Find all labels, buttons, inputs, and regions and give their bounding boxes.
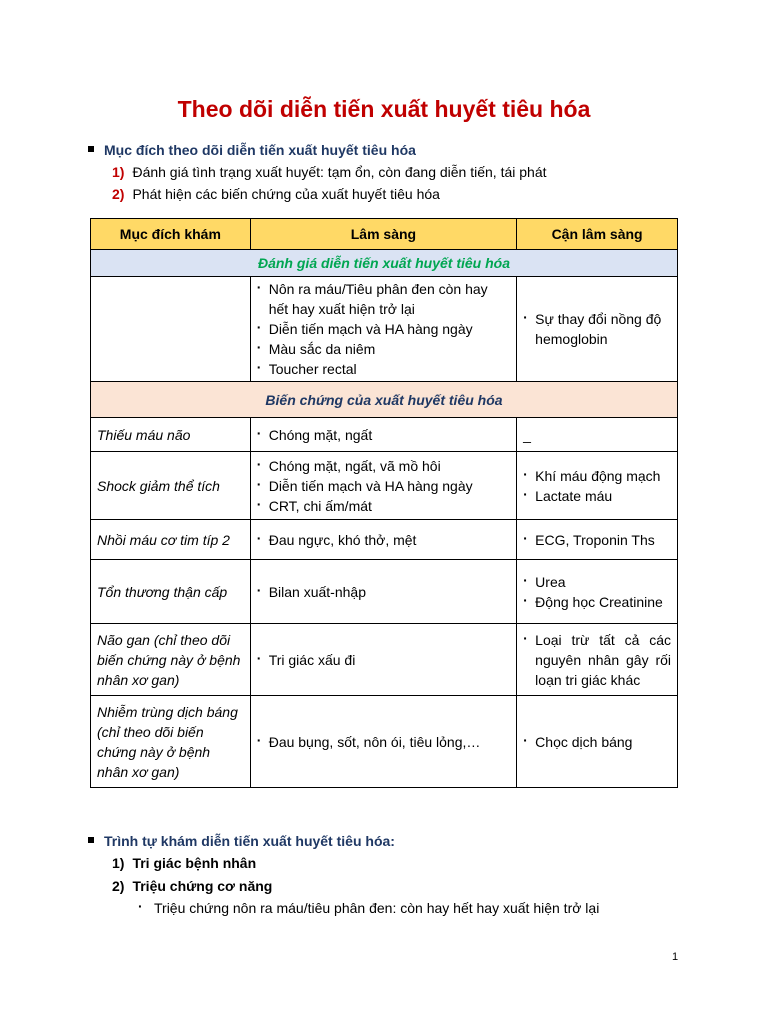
table-row	[91, 560, 678, 624]
list-item: · Toucher rectal	[257, 359, 510, 379]
section-band-complications: Biến chứng của xuất huyết tiêu hóa	[91, 382, 678, 418]
header-paraclinical: Cận lâm sàng	[517, 219, 678, 250]
header-purpose: Mục đích khám	[91, 219, 251, 250]
paraclinical-cell: _	[517, 418, 678, 452]
purpose-cell: Tổn thương thận cấp	[91, 560, 251, 624]
table-row	[91, 418, 678, 452]
clinical-cell	[250, 560, 516, 624]
table-row	[91, 624, 678, 696]
section-band-row	[91, 382, 678, 418]
list-item: · Urea	[523, 572, 671, 592]
sequence-heading-text: Trình tự khám diễn tiến xuất huyết tiêu hóa:	[104, 833, 395, 849]
table-row	[91, 277, 678, 382]
sequence-item	[112, 878, 272, 894]
square-bullet-icon	[88, 837, 94, 843]
purpose-heading-text: Mục đích theo dõi diễn tiến xuất huyết tiêu hóa	[104, 142, 416, 158]
item-number: 2)	[112, 878, 125, 894]
list-item: · Đau ngực, khó thở, mệt	[257, 530, 510, 550]
sub-bullet-item	[138, 900, 599, 916]
paraclinical-cell	[517, 520, 678, 560]
purpose-cell: Nhiễm trùng dịch báng (chỉ theo dõi biến chứng này ở bệnh nhân xơ gan)	[91, 696, 251, 788]
purpose-cell	[91, 277, 251, 382]
clinical-cell	[250, 277, 516, 382]
list-item: · Chọc dịch báng	[523, 732, 671, 752]
paraclinical-cell	[517, 560, 678, 624]
purpose-cell: Thiếu máu não	[91, 418, 251, 452]
list-item: · Diễn tiến mạch và HA hàng ngày	[257, 476, 510, 496]
list-item: · CRT, chi ấm/mát	[257, 496, 510, 516]
list-item: · ECG, Troponin Ths	[523, 530, 671, 550]
sub-bullet-text: Triệu chứng nôn ra máu/tiêu phân đen: còn hay hết hay xuất hiện trở lại	[154, 900, 600, 916]
paraclinical-cell	[517, 696, 678, 788]
list-item: · Nôn ra máu/Tiêu phân đen còn hay hết hay xuất hiện trở lại	[257, 279, 510, 319]
item-text: Phát hiện các biến chứng của xuất huyết tiêu hóa	[132, 186, 440, 202]
item-text: Triệu chứng cơ năng	[132, 878, 273, 894]
sequence-item	[112, 855, 256, 871]
paraclinical-cell	[517, 452, 678, 520]
purpose-cell: Shock giảm thể tích	[91, 452, 251, 520]
table-header-row	[91, 219, 678, 250]
item-number: 2)	[112, 186, 125, 202]
list-item: · Chóng mặt, ngất, vã mồ hôi	[257, 456, 510, 476]
list-item: · Chóng mặt, ngất	[257, 425, 510, 445]
list-item: · Khí máu động mạch	[523, 466, 671, 486]
bullet-dot-icon: ·	[138, 898, 143, 914]
list-item: · Tri giác xấu đi	[257, 650, 510, 670]
purpose-cell: Nhồi máu cơ tim típ 2	[91, 520, 251, 560]
clinical-cell	[250, 520, 516, 560]
purpose-item	[112, 186, 440, 202]
header-clinical: Lâm sàng	[250, 219, 516, 250]
list-item: · Loại trừ tất cả các nguyên nhân gây rối loạn tri giác khác	[523, 630, 671, 690]
item-text: Tri giác bệnh nhân	[132, 855, 257, 871]
page-title: Theo dõi diễn tiến xuất huyết tiêu hóa	[177, 96, 591, 122]
list-item: · Màu sắc da niêm	[257, 339, 510, 359]
table-row	[91, 520, 678, 560]
list-item: · Động học Creatinine	[523, 592, 671, 612]
section-band-progress: Đánh giá diễn tiến xuất huyết tiêu hóa	[91, 250, 678, 277]
sequence-heading	[88, 833, 395, 849]
paraclinical-cell	[517, 277, 678, 382]
item-text: Đánh giá tình trạng xuất huyết: tạm ổn, còn đang diễn tiến, tái phát	[132, 164, 547, 180]
clinical-cell	[250, 624, 516, 696]
list-item: · Sự thay đổi nồng độ hemoglobin	[523, 309, 671, 349]
table-row	[91, 696, 678, 788]
clinical-cell	[250, 452, 516, 520]
purpose-item	[112, 164, 547, 180]
paraclinical-cell	[517, 624, 678, 696]
purpose-cell: Não gan (chỉ theo dõi biến chứng này ở bệnh nhân xơ gan)	[91, 624, 251, 696]
clinical-cell	[250, 418, 516, 452]
section-band-row	[91, 250, 678, 277]
list-item: · Lactate máu	[523, 486, 671, 506]
list-item: · Đau bụng, sốt, nôn ói, tiêu lỏng,…	[257, 732, 510, 752]
clinical-cell	[250, 696, 516, 788]
square-bullet-icon	[88, 146, 94, 152]
evaluation-table	[90, 218, 678, 788]
page-number: 1	[672, 951, 679, 963]
list-item: · Bilan xuất-nhập	[257, 582, 510, 602]
purpose-heading	[88, 142, 416, 158]
list-item: · Diễn tiến mạch và HA hàng ngày	[257, 319, 510, 339]
item-number: 1)	[112, 164, 125, 180]
item-number: 1)	[112, 855, 125, 871]
table-row	[91, 452, 678, 520]
